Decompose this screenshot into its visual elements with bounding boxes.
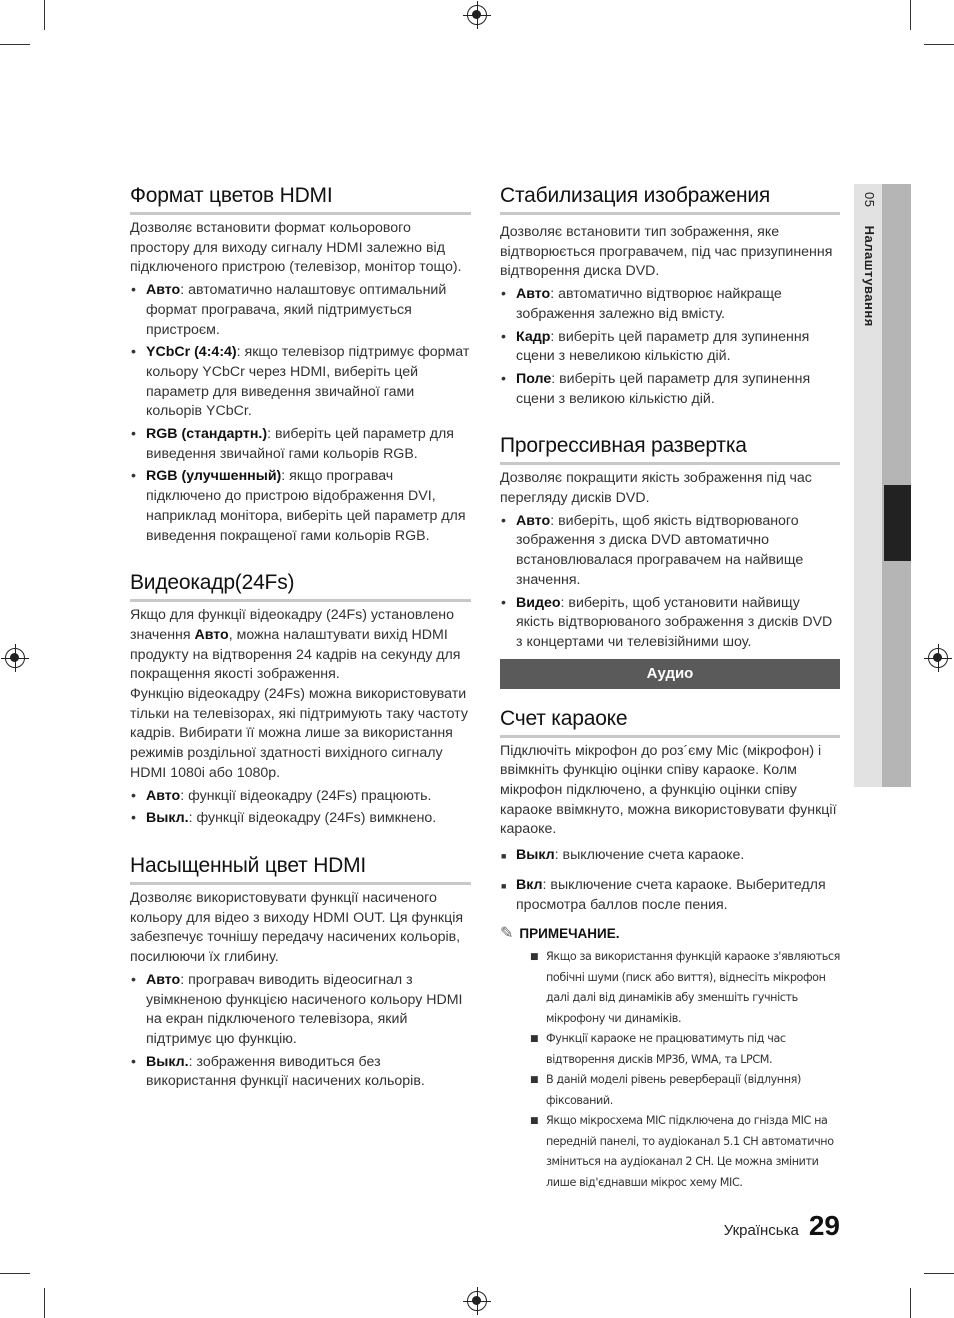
registration-mark-icon <box>467 5 487 25</box>
option-list <box>500 512 840 653</box>
chapter-number: 05 <box>862 192 877 208</box>
crop-mark <box>0 1273 30 1274</box>
section-intro: Дозволяє встановити формат кольорового простору для виходу сигналу HDMI залежно від підключеного пристрою (телевізор, монітор тощо). <box>130 220 462 276</box>
crop-mark <box>0 44 30 45</box>
note-list <box>530 947 840 1193</box>
page-footer <box>724 1210 840 1242</box>
section-title-stabilization: Стабилизация изображения <box>500 184 840 215</box>
list-item: • RGB (стандартн.): виберіть цей параметр для виведення звичайної гами кольорів RGB. <box>131 426 454 462</box>
audio-section-banner: Аудио <box>500 659 840 689</box>
list-item: • Выкл.: функції відеокадру (24Fs) вимкнено. <box>131 810 437 827</box>
section-intro: Підключіть мікрофон до роз´єму Mic (мікрофон) і ввімкніть функцію оцінки співу караоке. Колм мікрофон підключено, а функцію оцінки співу караоке ввімкнуто, можна використовувати функції караоке. <box>500 742 837 838</box>
crop-mark <box>910 0 911 30</box>
section-title-progressive-scan: Прогрессивная развертка <box>500 434 840 465</box>
registration-mark-icon <box>467 1291 487 1311</box>
crop-mark <box>44 0 45 30</box>
list-item: • Выкл.: зображення виводиться без використання функції насичених кольорів. <box>131 1053 425 1090</box>
list-item: • Авто: автоматично налаштовує оптимальний формат програвача, який підтримується пристроєм. <box>131 282 447 338</box>
section-title-karaoke-score: Счет караоке <box>500 707 840 738</box>
list-item: • Авто: функції відеокадру (24Fs) працюють. <box>131 787 432 804</box>
option-list <box>130 787 471 829</box>
crop-mark <box>924 44 954 45</box>
list-item: • Поле: виберіть цей параметр для зупинення сцени з великою кількістю дій. <box>501 370 811 407</box>
section-intro: Дозволяє використовувати функції насиченого кольору для відео з виходу HDMI OUT. Ця функція забезпечує точнішу передачу насичених кольорів, посилюючи їх глибину. <box>130 889 464 966</box>
registration-mark-icon <box>5 648 25 668</box>
section-intro: Якщо для функції відеокадру (24Fs) установлено значення Авто, можна налаштувати вихід HDMI продукту на відтворення 24 кадрів на секунду для покращення якості зображення. <box>130 607 461 683</box>
chapter-marker <box>884 485 911 561</box>
note-item: ■ Якщо за використання функцій караоке з'являються побічні шуми (писк або виття), віднесіть мікрофон далі далі від динаміків абу зменшіть гучність мікрофону чи динаміків. <box>530 950 840 1025</box>
note-heading: ✎ ПРИМЕЧАНИЕ. <box>500 925 620 943</box>
page-number: 29 <box>808 1210 840 1241</box>
section-paragraph: Функцію відеокадру (24Fs) можна використовувати тільки на телевізорах, які підтримують таку частоту кадрів. Вибирати її можна лише за використання режимів роздільної здатності вихідного сигналу HDMI 1080i або 1080p. <box>130 686 468 781</box>
left-column <box>130 184 471 1095</box>
note-item: ■ В даній моделі рівень реверберації (відлуння) фіксований. <box>530 1073 801 1107</box>
pencil-icon: ✎ <box>500 925 514 943</box>
list-item: • Авто: виберіть, щоб якість відтворюваного зображення з диска DVD автоматично встановлювалася програвачем на найвище значення. <box>501 512 804 588</box>
option-list <box>130 281 471 546</box>
registration-mark-icon <box>928 648 948 668</box>
list-item: ■ Вкл: выключение счета караоке. Выберитедля просмотра баллов после пения. <box>501 876 826 913</box>
note-item: ■ Якщо мікросхема MIC підключена до гнізда MIC на передній панелі, то аудіоканал 5.1 CH автоматично зміниться на аудіоканал 2 CH. Це можна змінити лише від'єднавши мікрос хему MIC. <box>530 1114 834 1189</box>
section-title-video-frame: Видеокадр(24Fs) <box>130 571 471 602</box>
list-item: • YCbCr (4:4:4): якщо телевізор підтримує формат кольору YCbCr через HDMI, виберіть цей параметр для виведення звичайної гами кольорів YCbCr. <box>131 344 470 420</box>
list-item: • Авто: автоматично відтворює найкраще зображення залежно від вмісту. <box>501 286 782 322</box>
list-item: • Видео: виберіть, щоб установити найвищу якість відтворюваного зображення з дисків DVD з концертами чи телевізійними шоу. <box>501 594 833 650</box>
chapter-label: Налаштування <box>862 225 877 327</box>
list-item: • Кадр: виберіть цей параметр для зупинення сцени з невеликою кількістю дій. <box>501 328 810 365</box>
list-item: ■ Выкл: выключение счета караоке. <box>501 847 745 864</box>
option-list <box>500 285 840 409</box>
option-list <box>130 971 471 1092</box>
crop-mark <box>910 1288 911 1318</box>
section-title-hdmi-color-format: Формат цветов HDMI <box>130 184 471 215</box>
note-item: ■ Функції караоке не працюватимуть під час відтворення дисків MP3б, WMA, та LPCM. <box>530 1032 786 1066</box>
section-title-deep-color: Насыщенный цвет HDMI <box>130 854 471 885</box>
list-item: • Авто: програвач виводить відеосигнал з увімкненою функцією насиченого кольору HDMI на екран підключеного телевізора, який підтримує цю функцію. <box>131 971 463 1047</box>
right-column <box>500 184 840 1193</box>
section-intro: Дозволяє встановити тип зображення, яке відтворюється програвачем, під час призупинення відтворення диска DVD. <box>500 224 833 280</box>
crop-mark <box>44 1288 45 1318</box>
crop-mark <box>924 1273 954 1274</box>
option-list <box>500 846 840 915</box>
footer-language: Українська <box>723 1222 799 1239</box>
chapter-side-tab <box>854 184 911 787</box>
section-intro: Дозволяє покращити якість зображення під час перегляду дисків DVD. <box>500 470 812 507</box>
list-item: • RGB (улучшенный): якщо програвач підключено до пристрою відображення DVI, наприклад монітора, виберіть цей параметр для виведення покращеної гами кольорів RGB. <box>131 468 466 544</box>
